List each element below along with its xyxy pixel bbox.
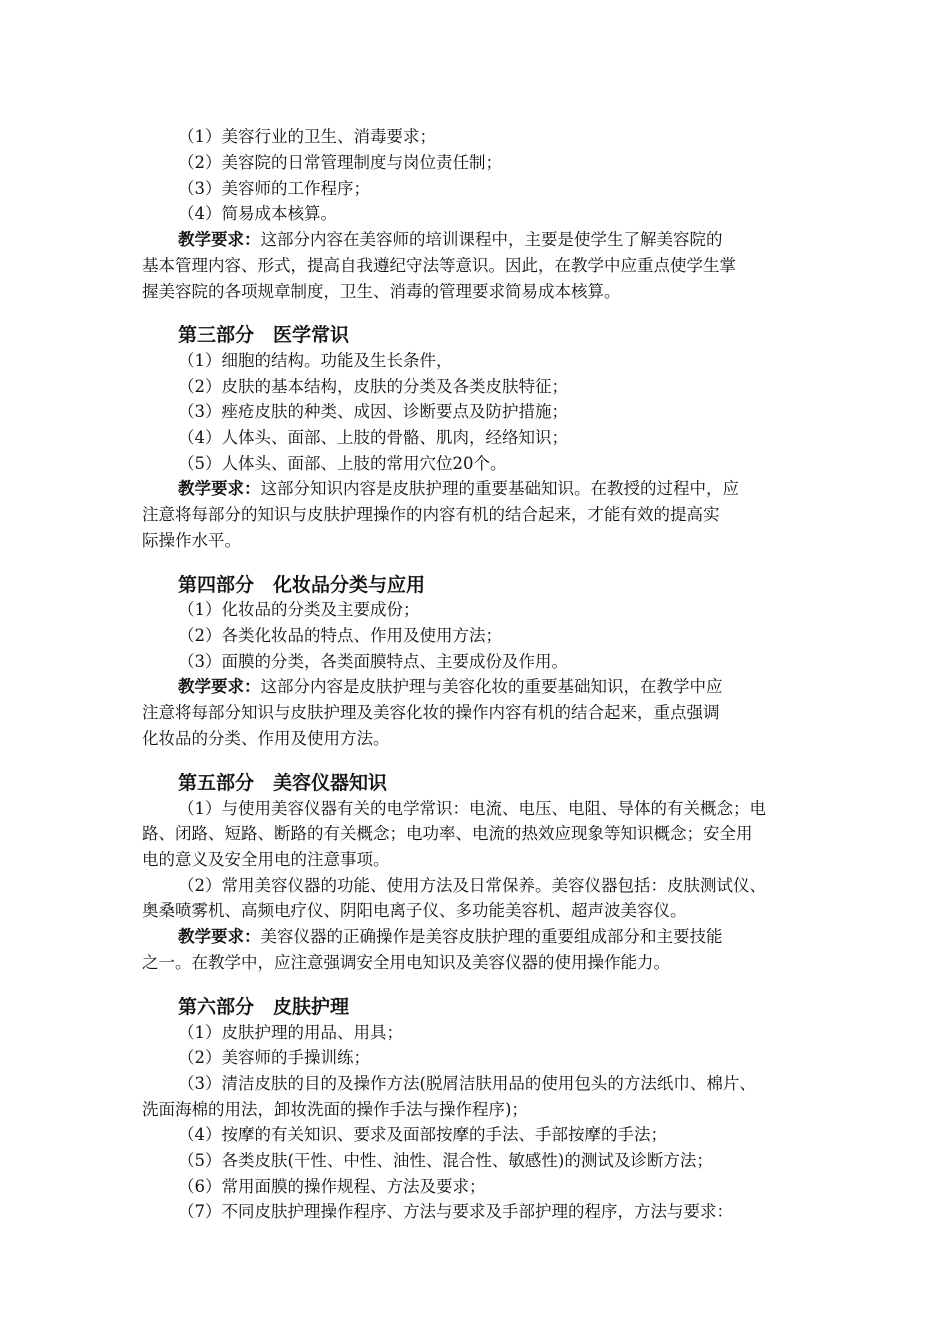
requirement-label: 教学要求：	[178, 479, 261, 498]
list-item: （2）美容院的日常管理制度与岗位责任制；	[178, 153, 502, 172]
section-heading: 第四部分 化妆品分类与应用	[178, 574, 426, 596]
section-heading: 第三部分 医学常识	[178, 324, 350, 346]
paragraph-line: 路、闭路、短路、断路的有关概念；电功率、电流的热效应现象等知识概念；安全用	[142, 824, 753, 843]
requirement-label: 教学要求：	[178, 927, 261, 946]
list-item: （1）美容行业的卫生、消毒要求；	[178, 127, 436, 146]
list-item: （4）按摩的有关知识、要求及面部按摩的手法、手部按摩的手法；	[178, 1125, 667, 1144]
paragraph-line: （1）与使用美容仪器有关的电学常识：电流、电压、电阻、导体的有关概念；电	[178, 799, 766, 818]
requirement-label: 教学要求：	[178, 230, 261, 249]
teaching-requirement	[178, 477, 739, 501]
list-item: （3）痤疮皮肤的种类、成因、诊断要点及防护措施；	[178, 402, 568, 421]
list-item: （7）不同皮肤护理操作程序、方法与要求及手部护理的程序，方法与要求：	[178, 1202, 733, 1221]
paragraph-line: 握美容院的各项规章制度，卫生、消毒的管理要求简易成本核算。	[142, 282, 621, 301]
list-item: （2）各类化妆品的特点、作用及使用方法；	[178, 626, 502, 645]
list-item: （3）美容师的工作程序；	[178, 179, 370, 198]
requirement-text: 这部分内容在美容师的培训课程中，主要是使学生了解美容院的	[260, 230, 723, 249]
paragraph-line: 电的意义及安全用电的注意事项。	[142, 850, 390, 869]
paragraph-line: 奥桑喷雾机、高频电疗仪、阴阳电离子仪、多功能美容机、超声波美容仪。	[142, 901, 687, 920]
section-heading: 第五部分 美容仪器知识	[178, 772, 388, 794]
requirement-label: 教学要求：	[178, 677, 261, 696]
list-item: （3）清洁皮肤的目的及操作方法(脱屑洁肤用品的使用包头的方法纸巾、棉片、	[178, 1074, 756, 1093]
paragraph-line: 基本管理内容、形式，提高自我遵纪守法等意识。因此，在教学中应重点使学生掌	[142, 256, 736, 275]
requirement-text: 美容仪器的正确操作是美容皮肤护理的重要组成部分和主要技能	[260, 927, 723, 946]
requirement-text: 这部分知识内容是皮肤护理的重要基础知识。在教授的过程中，应	[260, 479, 739, 498]
list-item: （1）化妆品的分类及主要成份；	[178, 600, 420, 619]
section-heading: 第六部分 皮肤护理	[178, 996, 350, 1018]
paragraph-line: 注意将每部分知识与皮肤护理及美容化妆的操作内容有机的结合起来，重点强调	[142, 703, 720, 722]
teaching-requirement	[178, 228, 723, 252]
list-item: （6）常用面膜的操作规程、方法及要求；	[178, 1177, 486, 1196]
teaching-requirement	[178, 925, 723, 949]
paragraph-line: 际操作水平。	[142, 531, 241, 550]
list-item: （5）各类皮肤(干性、中性、油性、混合性、敏感性)的测试及诊断方法；	[178, 1151, 713, 1170]
list-item: （4）人体头、面部、上肢的骨骼、肌肉，经络知识；	[178, 428, 568, 447]
list-item: （1）细胞的结构。功能及生长条件，	[178, 351, 453, 370]
paragraph-line: 注意将每部分的知识与皮肤护理操作的内容有机的结合起来，才能有效的提高实	[142, 505, 720, 524]
paragraph-line: 洗面海棉的用法，卸妆洗面的操作手法与操作程序)；	[142, 1100, 528, 1119]
paragraph-line: 化妆品的分类、作用及使用方法。	[142, 729, 390, 748]
list-item: （2）皮肤的基本结构，皮肤的分类及各类皮肤特征；	[178, 377, 568, 396]
requirement-text: 这部分内容是皮肤护理与美容化妆的重要基础知识，在教学中应	[260, 677, 723, 696]
teaching-requirement	[178, 675, 723, 699]
list-item: （3）面膜的分类，各类面膜特点、主要成份及作用。	[178, 652, 568, 671]
paragraph-line: （2）常用美容仪器的功能、使用方法及日常保养。美容仪器包括：皮肤测试仪、	[178, 876, 766, 895]
list-item: （4）简易成本核算。	[178, 204, 337, 223]
list-item: （5）人体头、面部、上肢的常用穴位20个。	[178, 454, 507, 473]
list-item: （1）皮肤护理的用品、用具；	[178, 1023, 403, 1042]
list-item: （2）美容师的手操训练；	[178, 1048, 370, 1067]
paragraph-line: 之一。在教学中，应注意强调安全用电知识及美容仪器的使用操作能力。	[142, 953, 670, 972]
